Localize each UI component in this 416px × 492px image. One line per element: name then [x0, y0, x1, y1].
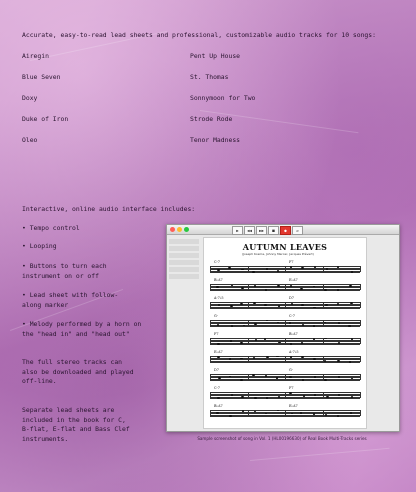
chord-symbol: E♭Δ7	[214, 350, 223, 354]
mixer-rail	[169, 237, 199, 427]
note-head	[289, 376, 291, 378]
note-head	[240, 303, 242, 305]
note-head	[313, 358, 315, 360]
note-head	[300, 288, 302, 290]
song-sonnymoon-for-two: Sonnymoon for Two	[190, 94, 256, 102]
note-head	[240, 379, 242, 381]
note-head	[324, 379, 326, 381]
note-head	[337, 266, 339, 268]
note-head	[326, 396, 328, 398]
chord-symbol: C-7	[214, 260, 220, 264]
loop-button[interactable]: ↺	[292, 226, 303, 235]
screenshot-caption: Sample screenshot of song in Vol. 1 (HL00196630) of Real Book Multi-Tracks series	[197, 436, 367, 441]
note-head	[350, 302, 352, 304]
staff-line	[210, 350, 360, 362]
note-head	[349, 285, 351, 287]
note-head	[217, 324, 219, 326]
song-oleo: Oleo	[22, 136, 38, 144]
song-strode-rode: Strode Rode	[190, 115, 233, 123]
feature-tempo: • Tempo control	[22, 224, 80, 232]
note-head	[241, 396, 243, 398]
staff-line	[210, 296, 360, 308]
note-head	[252, 374, 254, 376]
chord-symbol: B♭Δ7	[289, 332, 298, 336]
play-button[interactable]: ▶	[232, 226, 243, 235]
sheet-subtitle: (Joseph Kosma, Johnny Mercer, Jacques Prévert)	[242, 252, 314, 256]
staff-line	[210, 332, 360, 344]
note-head	[301, 267, 303, 269]
close-icon	[170, 227, 175, 232]
stop-button[interactable]: ■	[268, 226, 279, 235]
staff-line	[210, 404, 360, 416]
note-head	[264, 304, 266, 306]
note-head	[314, 394, 316, 396]
note-head	[290, 343, 292, 345]
note-head	[337, 360, 339, 362]
chord-symbol: A-7♭5	[214, 296, 224, 300]
song-blue-seven: Blue Seven	[22, 73, 61, 81]
staff-line	[210, 386, 360, 398]
note-head	[337, 289, 339, 291]
sheet-title: AUTUMN LEAVES	[242, 242, 328, 252]
chord-symbol: F7	[289, 386, 294, 390]
chord-symbol: F7	[289, 260, 294, 264]
feature-buttons: • Buttons to turn each instrument on or off	[22, 262, 107, 280]
chord-symbol: D7	[214, 368, 219, 372]
note-head	[289, 322, 291, 324]
maximize-icon	[184, 227, 189, 232]
note-head	[351, 396, 353, 398]
window-titlebar	[167, 225, 399, 235]
note-head	[231, 394, 233, 396]
note-head	[338, 394, 340, 396]
note-head	[266, 356, 268, 358]
chord-symbol: G-	[289, 368, 293, 372]
song-airegin: Airegin	[22, 52, 49, 60]
note-head	[240, 342, 242, 344]
record-button[interactable]: ●	[280, 226, 291, 235]
chord-symbol: E♭Δ7	[289, 404, 298, 408]
staff-line	[210, 278, 360, 290]
staff-line	[210, 368, 360, 380]
forward-button[interactable]: ▶▶	[256, 226, 267, 235]
player-screenshot	[166, 224, 400, 432]
chord-symbol: G-	[214, 314, 218, 318]
feature-melody: • Melody performed by a horn on the "head in" and "head out"	[22, 320, 142, 338]
separate-lead-sheets-text: Separate lead sheets are included in the book for C, B-flat, E-flat and Bass Clef instruments.	[22, 406, 130, 443]
note-head	[289, 392, 291, 394]
lead-sheet	[203, 237, 367, 429]
note-head	[290, 356, 292, 358]
song-duke-of-iron: Duke of Iron	[22, 115, 69, 123]
chord-symbol: E♭Δ7	[289, 278, 298, 282]
note-head	[218, 377, 220, 379]
note-head	[255, 339, 257, 341]
note-head	[217, 397, 219, 399]
note-head	[325, 304, 327, 306]
note-head	[217, 343, 219, 345]
note-head	[254, 397, 256, 399]
feature-lead-sheet: • Lead sheet with follow-along marker	[22, 291, 119, 309]
note-head	[351, 338, 353, 340]
note-head	[216, 412, 218, 414]
note-head	[313, 338, 315, 340]
note-head	[301, 356, 303, 358]
note-head	[231, 325, 233, 327]
chord-symbol: A-7♭5	[289, 350, 299, 354]
song-pent-up-house: Pent Up House	[190, 52, 241, 60]
note-head	[324, 289, 326, 291]
intro-text: Accurate, easy-to-read lead sheets and professional, customizable audio tracks for 10 songs:	[22, 31, 376, 39]
note-head	[217, 269, 219, 271]
note-head	[252, 271, 254, 273]
chord-symbol: D7	[289, 296, 294, 300]
note-head	[338, 322, 340, 324]
features-intro: Interactive, online audio interface includes:	[22, 205, 196, 213]
staff-line	[210, 314, 360, 326]
feature-looping: • Looping	[22, 242, 57, 250]
chord-symbol: C-7	[214, 386, 220, 390]
staff-line	[210, 260, 360, 272]
transport-controls	[232, 226, 303, 233]
chord-symbol: B♭Δ7	[214, 404, 223, 408]
note-head	[325, 414, 327, 416]
rewind-button[interactable]: ◀◀	[244, 226, 255, 235]
note-head	[302, 379, 304, 381]
note-head	[253, 302, 255, 304]
note-head	[218, 304, 220, 306]
minimize-icon	[177, 227, 182, 232]
note-head	[314, 376, 316, 378]
bg-scratch	[250, 448, 390, 461]
note-head	[228, 267, 230, 269]
song-st-thomas: St. Thomas	[190, 73, 229, 81]
note-head	[266, 268, 268, 270]
note-head	[277, 285, 279, 287]
note-head	[217, 356, 219, 358]
chord-symbol: C-7	[289, 314, 295, 318]
note-head	[337, 303, 339, 305]
song-doxy: Doxy	[22, 94, 38, 102]
song-tenor-madness: Tenor Madness	[190, 136, 241, 144]
note-head	[216, 286, 218, 288]
download-text: The full stereo tracks can also be downloaded and played off-line.	[22, 358, 134, 386]
note-head	[265, 375, 267, 377]
note-head	[241, 287, 243, 289]
note-head	[337, 415, 339, 417]
chord-symbol: F7	[214, 332, 219, 336]
note-head	[303, 395, 305, 397]
note-head	[350, 412, 352, 414]
chord-symbol: B♭Δ7	[214, 278, 223, 282]
note-head	[254, 323, 256, 325]
